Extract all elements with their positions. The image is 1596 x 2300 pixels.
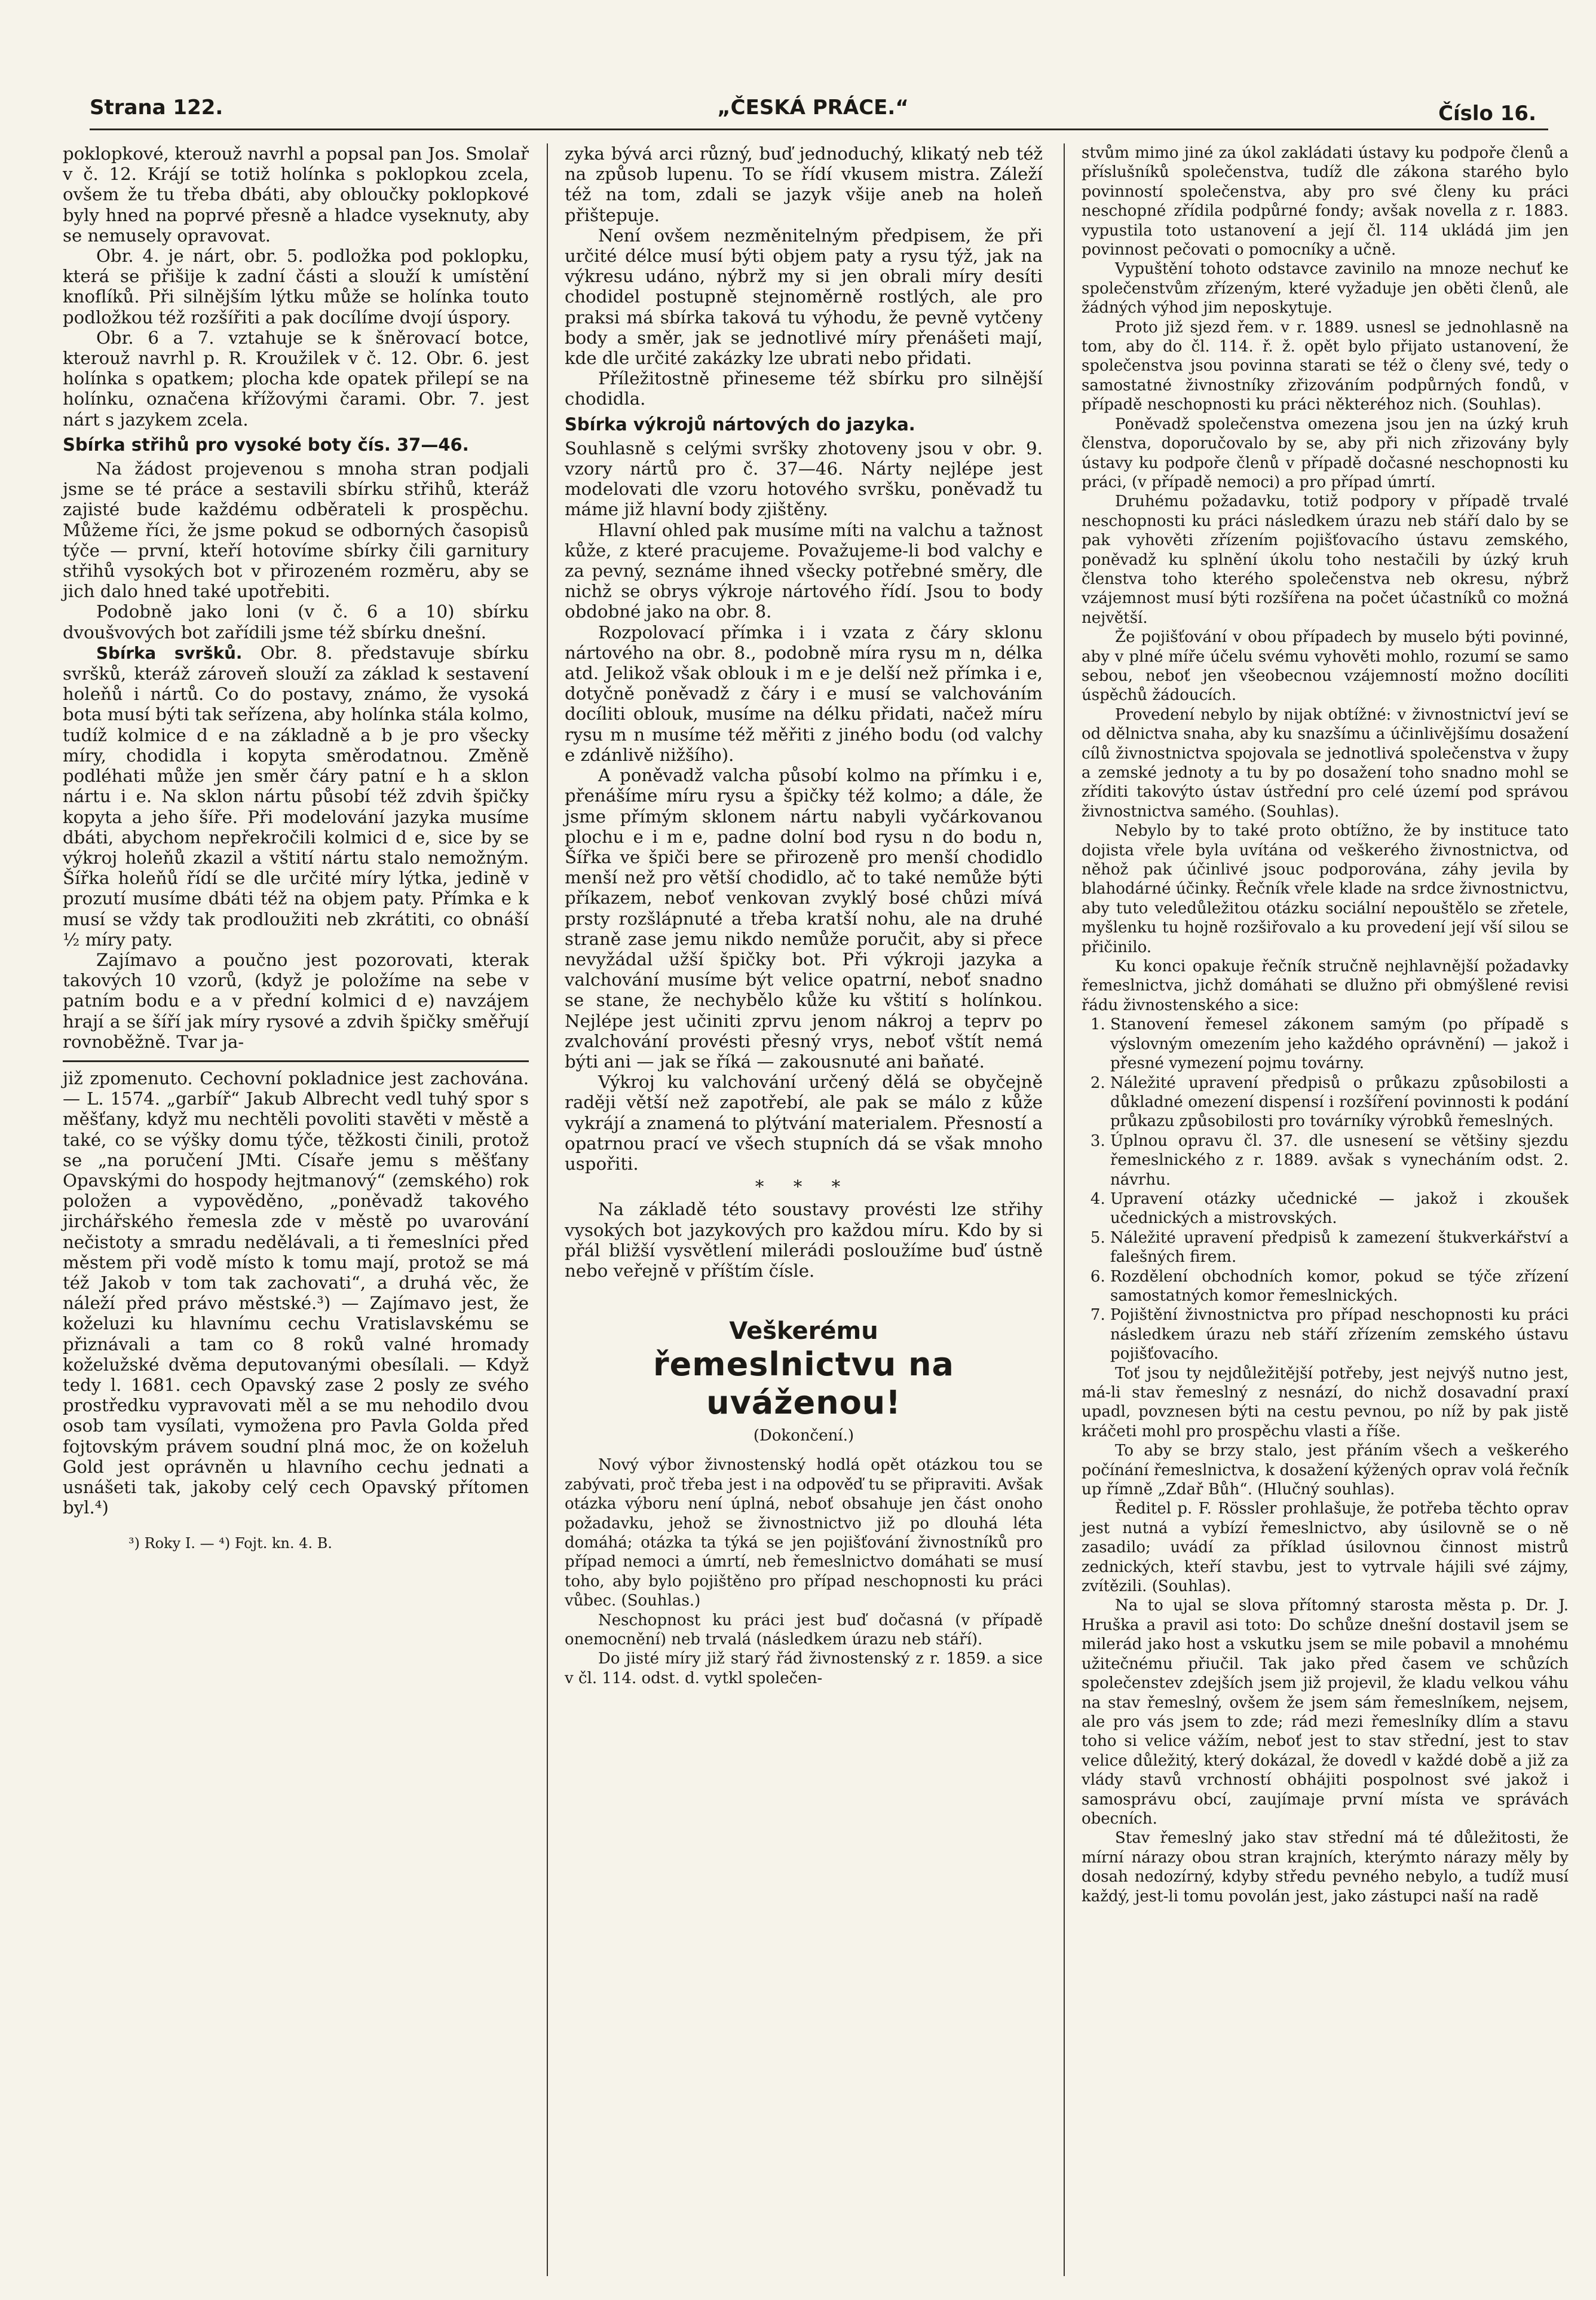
paragraph: Ku konci opakuje řečník stručně nejhlavnější požadavky řemeslnictva, jichž domáhati se dlužno při obmýšlené revisi řádu živnostenského a sice: (1082, 958, 1569, 1014)
paragraph: Neschopnost ku práci jest buď dočasná (v případě onemocnění) neb trvalá (následkem úrazu neb stáří). (565, 1611, 1043, 1649)
paragraph: Na žádost projevenou s mnoha stran podjali jsme se té práce a sestavili sbírku střihů, kteráž zajisté bude každému odběrateli k prospěchu. Můžeme říci, že jsme pokud se odborných časopisů týče — první, kteří hotovíme sbírky čili garnitury střihů vysokých bot v přirozeném rozměru, aby se jich dalo hned také upotřebiti. (63, 458, 529, 602)
paragraph: stvům mimo jiné za úkol zakládati ústavy ku podpoře členů a příslušníků společenstva, tudíž dle zákona starého bylo povinností společenstva, aby pro své členy ku práci neschopné zřídila podpůrné fondy; avšak novella z r. 1883. vypustila toto ustanovení a její čl. 114 ukládá jim jen povinnost pečovati o pomocníky a učně. (1082, 144, 1569, 259)
paragraph: Proto již sjezd řem. v r. 1889. usnesl se jednohlasně na tom, aby do čl. 114. ř. ž. opět bylo přijato ustanovení, že společenstva jsou povinna starati se též o členy své, tedy o samostatné živnostníky zřizováním podpůrných fondů, v případě neschopnosti ku práci některéhoz nich. (Souhlas). (1082, 318, 1569, 414)
paragraph: již zpomenuto. Cechovní pokladnice jest zachována. — L. 1574. „garbíř“ Jakub Albrecht vedl tuhý spor s měšťany, když mu nechtěli povoliti stavěti v městě a také, co se výšky domu týče, těžkosti činili, protož se „na poručení JMti. Císaře jemu s měšťany Opavskými do hospody hejtmanový“ (zemského) rok položen a vypověděno, „poněvadž takového jirchářského řemesla zde v městě po uvarování nečistoty a smradu nedělávali, a ti řemeslníci před městem při vodě místo k tomu mají, protož se má též Jakob v tom tak zachovati“, a druhá věc, že náleží před právo městské.³) — Zajímavo jest, že koželuzi ku hlavnímu cechu Vratislavskému se přiznávali a tam co 8 roků valné hromady koželužské dvěma deputovanými obesílali. — Když tedy l. 1681. cech Opavský zase 2 posly ze svého prostředku vypravovati měl a se mu nehodilo dvou osob tam vysílati, vymožena pro Pavla Golda před fojtovským právem soudní plná moc, že on koželuh Gold jest oprávněn u hlavního cechu jednati a usnášeti tak, jakoby celý cech Opavský přítomen byl.⁴) (63, 1068, 529, 1518)
paragraph: Provedení nebylo by nijak obtížné: v živnostnictví jeví se od dělnictva snaha, aby ku snazšímu a účinlivějšímu dosažení cílů živnostnictva spojovala se jednotlivá společenstva v župy a zemské jednoty a tu by po dosažení toho snadno mohl se zříditi takovýto ústav ústřední pro celé území pod správou živnostnictva samého. (Souhlas). (1082, 705, 1569, 821)
article-body (565, 1455, 1043, 1688)
paragraph: Toť jsou ty nejdůležitější potřeby, jest nejvýš nutno jest, má-li stav řemeslný z nesnází, do nichž dosavadní praxí upadl, povznesen býti na cestu pevnou, po níž by pak jistě kráčeti mohl pro prospěchu vlasti a říše. (1082, 1364, 1569, 1440)
paragraph: Nový výbor živnostenský hodlá opět otázkou tou se zabývati, proč třeba jest i na odpověď tu se připraviti. Avšak otázka výboru není úplná, neboť obsahuje jen část onoho požadavku, jehož se živnostnictvo již po dlouhá léta domáhá; otázka ta týká se jen pojišťování živnostníků pro případ nemoci a úmrtí, neb řemeslnictvo domáhati se musí toho, aby bylo pojištěno pro případ neschopnosti ku práci vůbec. (Souhlas.) (565, 1456, 1043, 1610)
page-header (90, 90, 1536, 131)
paragraph: Vypuštění tohoto odstavce zavinilo na mnoze nechuť ke společenstvům zřízeným, které vyžaduje jen oběti členů, ale žádných výhod jim neposkytuje. (1082, 260, 1569, 317)
paragraph: Podobně jako loni (v č. 6 a 10) sbírku dvoušvových bot zařídili jsme též sbírku dnešní. (63, 601, 529, 643)
column-2 (565, 143, 1043, 2276)
article-subtitle: (Dokončení.) (753, 1427, 854, 1445)
paragraph: poklopkové, kterouž navrhl a popsal pan Jos. Smolař v č. 12. Krájí se totiž holínka s poklopkou zcela, ovšem že tu třeba dbáti, aby obloučky poklopkové byly hned na poprvé přesně a hladce vyseknuty, aby se nemusely opravovat. (63, 143, 529, 246)
header-rule (90, 129, 1548, 130)
paragraph: To aby se brzy stalo, jest přáním všech a veškerého počínání řemeslnictva, k dosažení kýžených oprav volá řečník up římně „Zdař Bůh“. (Hlučný souhlas). (1082, 1442, 1569, 1499)
paragraph: Zajímavo a poučno jest pozorovati, kterak takových 10 vzorů, (když je položíme na sebe v patním bodu e a v přední kolmici d e) navzájem hrají a se šíří jak míry rysové a zdvih špičky směřují rovnoběžně. Tvar ja- (63, 949, 529, 1052)
journal-title: „ČESKÁ PRÁCE.“ (717, 96, 909, 120)
paragraph: Na základě této soustavy provésti lze střihy vysokých bot jazykových pro každou míru. Kdo by si přál bližší vysvětlení milerádi posloužíme buď ústně nebo veřejně v příštím čísle. (565, 1199, 1043, 1281)
paragraph: Nebylo by to také proto obtížno, že by instituce tato dojista vřele byla uvítána od veškerého živnostnictva, od něhož pak účinlivé jsouc podporována, záhy jevila by blahodárné účinky. Řečník vřele klade na srdce živnostnictvu, aby tuto veledůležitou otázku sociální nepouštělo se zřetele, myšlenku tu hojně rozšiřovalo a ku provedení její vší silou se přičinilo. (1082, 822, 1569, 956)
column-divider (547, 143, 548, 2276)
column-1 (63, 143, 529, 2276)
list-item: 6. Rozdělení obchodních komor, pokud se týče zřízení samostatných komor řemeslnických. (1110, 1267, 1569, 1306)
paragraph: Do jisté míry již starý řád živnostenský z r. 1859. a sice v čl. 114. odst. d. vytkl společen- (565, 1650, 1043, 1687)
article-title-line-1: Veškerému (729, 1317, 878, 1345)
section-heading: Sbírka výkrojů nártových do jazyka. (565, 414, 915, 435)
paragraph: A poněvadž valcha působí kolmo na přímku i e, přenášíme míru rysu a špičky též kolmo; a dále, že jsme přímým sklonem nártu nabyli vyčárkovanou plochu e i m e, padne dolní bod rysu n do bodu n, Šířka ve špiči bere se přirozeně pro menší chodidlo menší než pro větší chodidlo, ač to také nemůže býti příkazem, neboť venkovan zvyklý bosé chůzi mívá prsty rozšlápnuté a třeba kratší nohu, ale na druhé straně zase jemu nikdo nemůže poručit, aby si přece nevyžádal užší špičky bot. Při výkroji jazyka a valchování musíme být velice opatrní, neboť snadno se stane, že nechybělo kůže ku vštití s holínkou. Nejlépe jest učiniti zprvu jenom nákroj a teprv po zvalchování provésti přesný vrys, neboť vštít nemá býti ani — jak se říká — zakousnuté ani baňaté. (565, 765, 1043, 1072)
paragraph: Stav řemeslný jako stav střední má té důležitosti, že mírní nárazy obou stran krajních, kterýmto nárazy měly by dosah nedozírný, kdyby středu pevného nebylo, a tudíž musí každý, jest-li tomu povolán jest, jako zástupci naší na radě (1082, 1829, 1569, 1906)
paragraph: Výkroj ku valchování určený dělá se obyčejně raději větší než zapotřebí, ale pak se málo z kůže vykrájí a znamená to plýtvání materialem. Přesností a opatrnou prací ve všech stupních dá se však mnoho uspořiti. (565, 1072, 1043, 1174)
issue-number: Číslo 16. (1438, 102, 1536, 126)
paragraph: Příležitostně přineseme též sbírku pro silnější chodidla. (565, 368, 1043, 409)
list-item: 5. Náležité upravení předpisů k zamezení štukverkářství a falešných firem. (1110, 1228, 1569, 1267)
paragraph: Souhlasně s celými svršky zhotoveny jsou v obr. 9. vzory nártů pro č. 37—46. Nárty nejlépe jest modelovati dle vzoru hotového svršku, poněvadž tu máme již hlavní body zjištěny. (565, 438, 1043, 520)
paragraph (63, 643, 529, 950)
paragraph-text: Obr. 8. představuje sbírku svršků, kteráž zároveň slouží za základ k sestavení holeňů i nártů. Co do postavy, známo, že vysoká bota musí býti tak seřízena, aby holínka stála kolmo, tudíž kolmice d e na základně a b je pro všecky míry, chodidla i kopyta směrodatnou. Změně podléhati může jen směr čáry patní e h a sklon nártu i e. Na sklon nártu působí též zdvih špičky kopyta a jeho šíře. Při modelování jazyka musíme dbáti, abychom nepřekročili kolmici d e, sice by se výkroj holeňů zkazil a vštití nártu stalo nemožným. Šířka holeňů řídí se dle určité míry lýtka, jedině v prozutí musíme dbáti též na objem paty. Přímka e k musí se vždy tak prodloužiti neb zkrátiti, co obnáší ½ míry paty. (63, 642, 529, 950)
paragraph: Na to ujal se slova přítomný starosta města p. Dr. J. Hruška a pravil asi toto: Do schůze dnešní dostavil jsem se milerád jako host a vskutku jsem se mile pobavil a mnohému užitečnému přiučil. Tak jako před časem ve schůzích společenstev zdejších jsem již projevil, že kladu velkou váhu na stav řemeslný, ovšem že jsem sám řemeslníkem, nejsem, ale pro vás jsem to zde; rád mezi řemeslníky dlím a stavu toho si velice vážím, neboť jest to stav střední, jest to stav velice důležitý, který dokázal, že dovedl v každé době a již za vlády stavů vrchností obhájiti pospolnost své jakož i samosprávu obcí, zaujímaje první místa ve správách obecních. (1082, 1596, 1569, 1828)
paragraph: Obr. 4. je nárt, obr. 5. podložka pod poklopku, která se přišije k zadní části a slouží k umístění knoflíků. Při silnějším lýtku může se holínka touto podložkou též rozšířiti a pak docílíme dvojí úspory. (63, 246, 529, 328)
paragraph: Ředitel p. F. Rössler prohlašuje, že potřeba těchto oprav jest nutná a vybízí řemeslnictvo, aby úsilovně se o ně zasadilo; uvádí za příklad úsilovnou činnost mistrů zednických, kteří stavbu, jest to vytrvale hájili své zájmy, zvítězili. (Souhlas). (1082, 1500, 1569, 1596)
paragraph: zyka bývá arci různý, buď jednoduchý, klikatý neb též na způsob lupenu. To se řídí vkusem mistra. Záleží též na tom, zdali se jazyk všije aneb na holeň přištepuje. (565, 143, 1043, 225)
list-item: 4. Upravení otázky učednické — jakož i zkoušek učednických a mistrovských. (1110, 1189, 1569, 1228)
article-title (565, 1317, 1043, 1446)
section-rule (63, 1060, 529, 1062)
demands-list (1082, 1015, 1569, 1363)
inline-heading: Sbírka svršků. (96, 643, 243, 663)
list-item: 3. Úplnou opravu čl. 37. dle usnesení se většiny sjezdu řemeslnického z r. 1889. avšak s vynecháním odst. 2. návrhu. (1110, 1131, 1569, 1189)
column-divider (1064, 143, 1065, 2276)
list-item: 1. Stanovení řemesel zákonem samým (po případě s výslovným omezením jeho každého oprávnění) — jakož i přesné vymezení pojmu továrny. (1110, 1015, 1569, 1073)
list-item: 7. Pojištění živnostnictva pro případ neschopnosti ku práci následkem úrazu neb stáří zřízením zemského ústavu pojišťovacího. (1110, 1305, 1569, 1363)
list-item: 2. Náležité upravení předpisů o průkazu způsobilosti a důkladné omezení dispensí i rozšíření povinnosti k podání průkazu způsobilosti pro továrníky výrobků řemeslných. (1110, 1073, 1569, 1131)
paragraph: Rozpolovací přímka i i vzata z čáry sklonu nártového na obr. 8., podobně míra rysu m n, délka atd. Jelikož však oblouk i m e je delší než přímka i e, dotyčně poněvadž z čáry i e musí se valchováním docíliti oblouk, musíme na délku přidati, načež míru rysu m n musíme též měřiti z jiného bodu (od valchy e zdánlivě nižšího). (565, 622, 1043, 765)
paragraph: Že pojišťování v obou případech by muselo býti povinné, aby v plné míře účelu svému vyhověti mohlo, rozumí se samo sebou, neboť jen všeobecnou vzájemností možno docíliti úspěchů žádoucích. (1082, 628, 1569, 705)
section-separator: * * * (755, 1176, 853, 1197)
paragraph: Není ovšem nezměnitelným předpisem, že při určité délce musí býti objem paty a rysu týž, jak na výkresu udáno, nýbrž my si jen obrali míry desíti chodidel postupně stejnoměrně rostlých, ale pro praksi má sbírka taková tu výhodu, že pevně vytčeny body a směr, jak se jednotlivé míry přenášeti mají, kde dle určité zakázky lze ubrati nebo přidati. (565, 225, 1043, 369)
paragraph: Druhému požadavku, totiž podpory v případě trvalé neschopnosti ku práci následkem úrazu neb stáří dalo by se pak vyhověti zřízením pojišťovacího ústavu zemského, poněvadž ku splnění úkolu toho nestačili by úzký kruh členstva toho kterého společenstva neb okresu, nýbrž vzájemnost musí býti rozšířena na počet účastníků co možná největší. (1082, 493, 1569, 627)
column-3 (1082, 143, 1569, 2276)
paragraph: Obr. 6 a 7. vztahuje se k šněrovací botce, kterouž navrhl p. R. Kroužilek v č. 12. Obr. 6. jest holínka s opatkem; plocha kde opatek přilepí se na holínku, označena křížovými čarami. Obr. 7. jest nárt s jazykem zcela. (63, 327, 529, 430)
article-title-line-2: řemeslnictvu na uváženou! (653, 1345, 954, 1422)
paragraph: Hlavní ohled pak musíme míti na valchu a tažnost kůže, z které pracujeme. Považujeme-li bod valchy e za pevný, seznáme ihned všecky potřebné směry, dle nichž se obrys výkroje nártového řídí. Jsou to body obdobné jako na obr. 8. (565, 519, 1043, 622)
footnote: ³) Roky I. — ⁴) Fojt. kn. 4. B. (128, 1535, 333, 1552)
paragraph: Poněvadž společenstva omezena jsou jen na úzký kruh členstva, doporučovalo by se, aby při nich zřizovány byly ústavy ku podpoře členů v případě dočasné neschopnosti ku práci, (v případě nemoci) a pro případ úmrtí. (1082, 415, 1569, 491)
section-heading: Sbírka střihů pro vysoké boty čís. 37—46. (63, 434, 469, 455)
page-number: Strana 122. (90, 96, 223, 120)
